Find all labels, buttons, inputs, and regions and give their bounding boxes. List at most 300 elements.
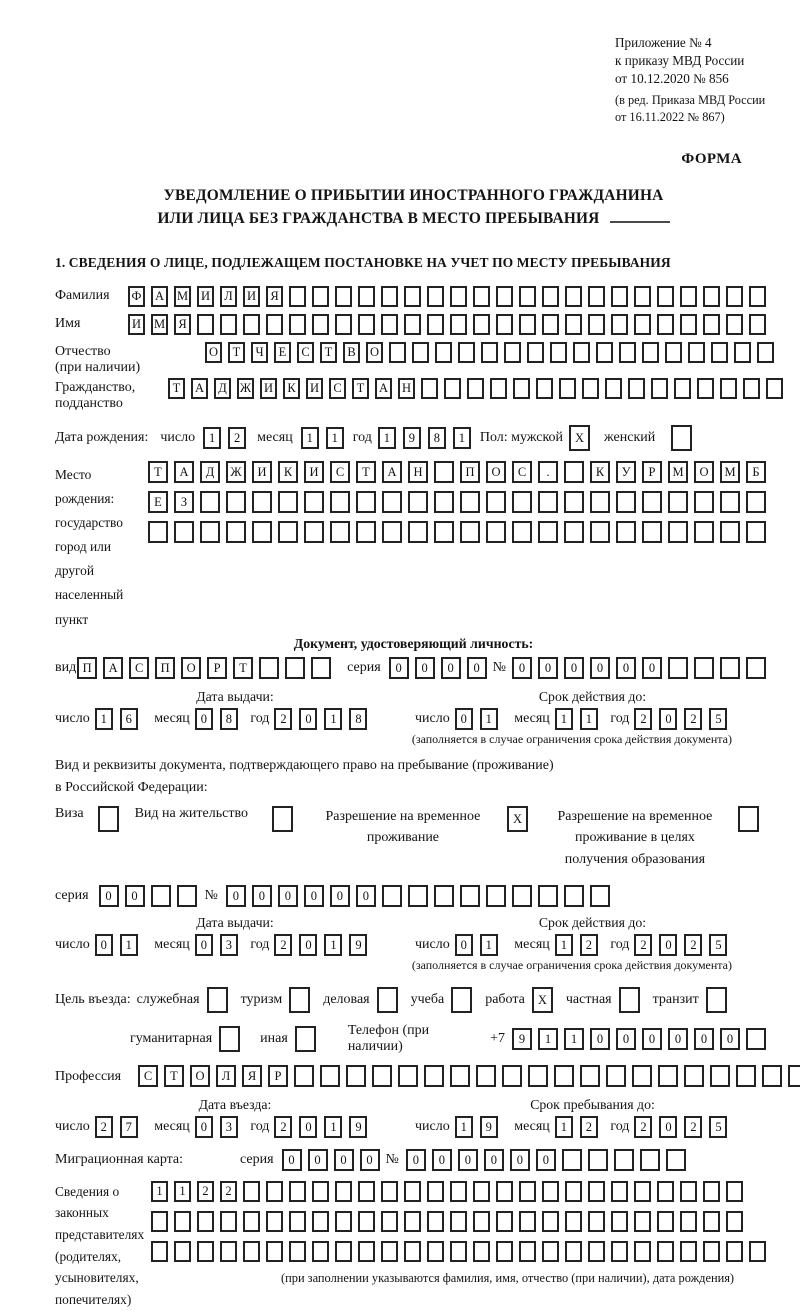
- char-box[interactable]: [200, 491, 220, 513]
- char-box[interactable]: 5: [709, 934, 727, 956]
- char-box[interactable]: [634, 286, 651, 307]
- char-box[interactable]: 0: [278, 885, 298, 907]
- char-box[interactable]: 5: [709, 708, 727, 730]
- char-box[interactable]: 5: [709, 1116, 727, 1138]
- char-box[interactable]: 0: [455, 708, 473, 730]
- char-box[interactable]: [151, 885, 171, 907]
- char-box[interactable]: 0: [668, 1028, 688, 1050]
- char-box[interactable]: [243, 1211, 260, 1232]
- char-box[interactable]: 1: [324, 708, 342, 730]
- char-box[interactable]: А: [375, 378, 392, 399]
- char-box[interactable]: 0: [330, 885, 350, 907]
- char-box[interactable]: [404, 1211, 421, 1232]
- char-box[interactable]: [434, 885, 454, 907]
- char-box[interactable]: [304, 521, 324, 543]
- char-box[interactable]: [634, 314, 651, 335]
- char-box[interactable]: [634, 1211, 651, 1232]
- char-box[interactable]: [519, 1211, 536, 1232]
- char-box[interactable]: [473, 1241, 490, 1262]
- char-box[interactable]: [588, 286, 605, 307]
- char-box[interactable]: [335, 314, 352, 335]
- char-box[interactable]: [766, 378, 783, 399]
- char-box[interactable]: О: [366, 342, 383, 363]
- char-box[interactable]: [550, 342, 567, 363]
- char-box[interactable]: [408, 885, 428, 907]
- char-box[interactable]: 1: [174, 1181, 191, 1202]
- char-box[interactable]: [542, 1211, 559, 1232]
- char-box[interactable]: Ж: [237, 378, 254, 399]
- char-box[interactable]: Д: [200, 461, 220, 483]
- char-box[interactable]: 0: [406, 1149, 426, 1171]
- char-box[interactable]: [289, 314, 306, 335]
- char-box[interactable]: 2: [580, 1116, 598, 1138]
- char-box[interactable]: [606, 1065, 626, 1087]
- char-box[interactable]: [720, 657, 740, 679]
- char-box[interactable]: [538, 521, 558, 543]
- char-box[interactable]: [680, 1181, 697, 1202]
- char-box[interactable]: [588, 1211, 605, 1232]
- char-box[interactable]: [559, 378, 576, 399]
- char-box[interactable]: 2: [634, 934, 652, 956]
- char-box[interactable]: 0: [590, 1028, 610, 1050]
- char-box[interactable]: [356, 521, 376, 543]
- char-box[interactable]: Т: [356, 461, 376, 483]
- char-box[interactable]: [259, 657, 279, 679]
- char-box[interactable]: [657, 1181, 674, 1202]
- char-box[interactable]: [706, 987, 727, 1013]
- char-box[interactable]: 9: [349, 1116, 367, 1138]
- char-box[interactable]: [680, 314, 697, 335]
- char-box[interactable]: О: [694, 461, 714, 483]
- char-box[interactable]: 9: [480, 1116, 498, 1138]
- char-box[interactable]: 0: [195, 708, 213, 730]
- char-box[interactable]: [640, 1149, 660, 1171]
- char-box[interactable]: [642, 491, 662, 513]
- char-box[interactable]: 1: [95, 708, 113, 730]
- char-box[interactable]: [749, 1241, 766, 1262]
- char-box[interactable]: Я: [242, 1065, 262, 1087]
- char-box[interactable]: [226, 491, 246, 513]
- char-box[interactable]: 0: [616, 1028, 636, 1050]
- char-box[interactable]: [450, 314, 467, 335]
- char-box[interactable]: 0: [432, 1149, 452, 1171]
- char-box[interactable]: 8: [349, 708, 367, 730]
- char-box[interactable]: 0: [226, 885, 246, 907]
- char-box[interactable]: [197, 1211, 214, 1232]
- char-box[interactable]: [404, 1241, 421, 1262]
- char-box[interactable]: [358, 286, 375, 307]
- char-box[interactable]: [486, 885, 506, 907]
- char-box[interactable]: [628, 378, 645, 399]
- char-box[interactable]: [536, 378, 553, 399]
- char-box[interactable]: [358, 1181, 375, 1202]
- char-box[interactable]: [565, 1241, 582, 1262]
- char-box[interactable]: [519, 1241, 536, 1262]
- char-box[interactable]: [542, 1181, 559, 1202]
- char-box[interactable]: [151, 1211, 168, 1232]
- char-box[interactable]: 1: [480, 934, 498, 956]
- char-box[interactable]: [451, 987, 472, 1013]
- char-box[interactable]: [513, 378, 530, 399]
- char-box[interactable]: М: [151, 314, 168, 335]
- char-box[interactable]: [346, 1065, 366, 1087]
- char-box[interactable]: [382, 491, 402, 513]
- char-box[interactable]: 2: [228, 427, 246, 449]
- char-box[interactable]: [527, 342, 544, 363]
- char-box[interactable]: 0: [458, 1149, 478, 1171]
- char-box[interactable]: [200, 521, 220, 543]
- char-box[interactable]: [434, 491, 454, 513]
- char-box[interactable]: 0: [616, 657, 636, 679]
- char-box[interactable]: Ч: [251, 342, 268, 363]
- char-box[interactable]: [703, 1211, 720, 1232]
- char-box[interactable]: [588, 1149, 608, 1171]
- char-box[interactable]: О: [190, 1065, 210, 1087]
- char-box[interactable]: [694, 657, 714, 679]
- char-box[interactable]: К: [283, 378, 300, 399]
- char-box[interactable]: [726, 1241, 743, 1262]
- char-box[interactable]: [424, 1065, 444, 1087]
- char-box[interactable]: [642, 521, 662, 543]
- char-box[interactable]: [512, 521, 532, 543]
- char-box[interactable]: [746, 1028, 766, 1050]
- char-box[interactable]: 2: [95, 1116, 113, 1138]
- char-box[interactable]: [435, 342, 452, 363]
- char-box[interactable]: 7: [120, 1116, 138, 1138]
- char-box[interactable]: [289, 1181, 306, 1202]
- char-box[interactable]: [266, 314, 283, 335]
- char-box[interactable]: [382, 521, 402, 543]
- char-box[interactable]: [473, 286, 490, 307]
- char-box[interactable]: [538, 885, 558, 907]
- char-box[interactable]: И: [197, 286, 214, 307]
- char-box[interactable]: Е: [148, 491, 168, 513]
- char-box[interactable]: [562, 1149, 582, 1171]
- char-box[interactable]: 0: [195, 934, 213, 956]
- char-box[interactable]: [312, 314, 329, 335]
- char-box[interactable]: [381, 1241, 398, 1262]
- char-box[interactable]: [311, 657, 331, 679]
- char-box[interactable]: [590, 491, 610, 513]
- char-box[interactable]: [220, 314, 237, 335]
- char-box[interactable]: [98, 806, 119, 832]
- char-box[interactable]: [330, 491, 350, 513]
- char-box[interactable]: [177, 885, 197, 907]
- char-box[interactable]: [726, 286, 743, 307]
- char-box[interactable]: 1: [555, 708, 573, 730]
- char-box[interactable]: [657, 1241, 674, 1262]
- char-box[interactable]: 2: [634, 1116, 652, 1138]
- char-box[interactable]: 0: [308, 1149, 328, 1171]
- char-box[interactable]: [278, 521, 298, 543]
- char-box[interactable]: [684, 1065, 704, 1087]
- char-box[interactable]: [564, 461, 584, 483]
- char-box[interactable]: 0: [356, 885, 376, 907]
- char-box[interactable]: 0: [389, 657, 409, 679]
- char-box[interactable]: [519, 1181, 536, 1202]
- char-box[interactable]: [619, 342, 636, 363]
- char-box[interactable]: [596, 342, 613, 363]
- char-box[interactable]: [335, 1241, 352, 1262]
- char-box[interactable]: [726, 1211, 743, 1232]
- char-box[interactable]: 0: [99, 885, 119, 907]
- char-box[interactable]: 0: [299, 1116, 317, 1138]
- char-box[interactable]: [289, 286, 306, 307]
- char-box[interactable]: 1: [455, 1116, 473, 1138]
- char-box[interactable]: 0: [510, 1149, 530, 1171]
- char-box[interactable]: [372, 1065, 392, 1087]
- char-box[interactable]: [590, 885, 610, 907]
- char-box[interactable]: [335, 286, 352, 307]
- char-box[interactable]: С: [129, 657, 149, 679]
- char-box[interactable]: [496, 1181, 513, 1202]
- char-box[interactable]: [289, 1241, 306, 1262]
- char-box[interactable]: Б: [746, 461, 766, 483]
- char-box[interactable]: [736, 1065, 756, 1087]
- char-box[interactable]: Ж: [226, 461, 246, 483]
- char-box[interactable]: [496, 1241, 513, 1262]
- char-box[interactable]: А: [191, 378, 208, 399]
- char-box[interactable]: [272, 806, 293, 832]
- char-box[interactable]: [278, 491, 298, 513]
- char-box[interactable]: [694, 521, 714, 543]
- char-box[interactable]: О: [205, 342, 222, 363]
- char-box[interactable]: [473, 1211, 490, 1232]
- char-box[interactable]: [312, 286, 329, 307]
- char-box[interactable]: [504, 342, 521, 363]
- char-box[interactable]: [295, 1026, 316, 1052]
- char-box[interactable]: 1: [324, 934, 342, 956]
- char-box[interactable]: [611, 1211, 628, 1232]
- char-box[interactable]: [605, 378, 622, 399]
- char-box[interactable]: [711, 342, 728, 363]
- char-box[interactable]: [619, 987, 640, 1013]
- char-box[interactable]: [657, 1211, 674, 1232]
- char-box[interactable]: [588, 314, 605, 335]
- char-box[interactable]: И: [260, 378, 277, 399]
- char-box[interactable]: [680, 286, 697, 307]
- char-box[interactable]: [389, 342, 406, 363]
- char-box[interactable]: [220, 1211, 237, 1232]
- char-box[interactable]: [665, 342, 682, 363]
- char-box[interactable]: [590, 521, 610, 543]
- char-box[interactable]: .: [538, 461, 558, 483]
- char-box[interactable]: [476, 1065, 496, 1087]
- char-box[interactable]: [657, 286, 674, 307]
- char-box[interactable]: 0: [455, 934, 473, 956]
- char-box[interactable]: Т: [148, 461, 168, 483]
- char-box[interactable]: 0: [659, 1116, 677, 1138]
- char-box[interactable]: [243, 1241, 260, 1262]
- char-box[interactable]: [554, 1065, 574, 1087]
- char-box[interactable]: [151, 1241, 168, 1262]
- char-box[interactable]: Т: [228, 342, 245, 363]
- char-box[interactable]: 0: [334, 1149, 354, 1171]
- char-box[interactable]: [542, 286, 559, 307]
- char-box[interactable]: [174, 521, 194, 543]
- char-box[interactable]: 2: [684, 1116, 702, 1138]
- char-box[interactable]: [588, 1181, 605, 1202]
- char-box[interactable]: [668, 521, 688, 543]
- char-box[interactable]: [266, 1241, 283, 1262]
- char-box[interactable]: [460, 491, 480, 513]
- char-box[interactable]: С: [512, 461, 532, 483]
- char-box[interactable]: 8: [220, 708, 238, 730]
- char-box[interactable]: [460, 521, 480, 543]
- char-box[interactable]: [668, 657, 688, 679]
- char-box[interactable]: [285, 657, 305, 679]
- char-box[interactable]: 2: [274, 1116, 292, 1138]
- char-box[interactable]: Н: [408, 461, 428, 483]
- char-box[interactable]: [697, 378, 714, 399]
- char-box[interactable]: 0: [125, 885, 145, 907]
- char-box[interactable]: [243, 314, 260, 335]
- char-box[interactable]: Ф: [128, 286, 145, 307]
- char-box[interactable]: Т: [352, 378, 369, 399]
- char-box[interactable]: [757, 342, 774, 363]
- char-box[interactable]: [496, 1211, 513, 1232]
- char-box[interactable]: [412, 342, 429, 363]
- char-box[interactable]: [381, 286, 398, 307]
- char-box[interactable]: Л: [220, 286, 237, 307]
- char-box[interactable]: Р: [268, 1065, 288, 1087]
- char-box[interactable]: [743, 378, 760, 399]
- char-box[interactable]: [657, 314, 674, 335]
- char-box[interactable]: [762, 1065, 782, 1087]
- char-box[interactable]: 2: [634, 708, 652, 730]
- char-box[interactable]: [616, 491, 636, 513]
- char-box[interactable]: [519, 314, 536, 335]
- char-box[interactable]: [294, 1065, 314, 1087]
- char-box[interactable]: К: [278, 461, 298, 483]
- char-box[interactable]: [720, 521, 740, 543]
- char-box[interactable]: [434, 521, 454, 543]
- char-box[interactable]: [458, 342, 475, 363]
- char-box[interactable]: 0: [659, 708, 677, 730]
- char-box[interactable]: 0: [536, 1149, 556, 1171]
- char-box[interactable]: С: [329, 378, 346, 399]
- char-box[interactable]: [481, 342, 498, 363]
- char-box[interactable]: У: [616, 461, 636, 483]
- char-box[interactable]: Я: [174, 314, 191, 335]
- char-box[interactable]: [734, 342, 751, 363]
- char-box[interactable]: [614, 1149, 634, 1171]
- char-box[interactable]: [404, 1181, 421, 1202]
- char-box[interactable]: [266, 1181, 283, 1202]
- char-box[interactable]: [749, 286, 766, 307]
- char-box[interactable]: [634, 1241, 651, 1262]
- char-box[interactable]: 0: [642, 657, 662, 679]
- char-box[interactable]: 3: [220, 934, 238, 956]
- char-box[interactable]: [703, 1241, 720, 1262]
- char-box[interactable]: [434, 461, 454, 483]
- char-box[interactable]: Д: [214, 378, 231, 399]
- char-box[interactable]: [197, 314, 214, 335]
- char-box[interactable]: М: [720, 461, 740, 483]
- char-box[interactable]: 0: [467, 657, 487, 679]
- char-box[interactable]: 1: [151, 1181, 168, 1202]
- char-box[interactable]: П: [155, 657, 175, 679]
- char-box[interactable]: [444, 378, 461, 399]
- char-box[interactable]: [538, 491, 558, 513]
- char-box[interactable]: [703, 1181, 720, 1202]
- char-box[interactable]: [382, 885, 402, 907]
- char-box[interactable]: В: [343, 342, 360, 363]
- char-box[interactable]: [616, 521, 636, 543]
- char-box[interactable]: Т: [320, 342, 337, 363]
- char-box[interactable]: [421, 378, 438, 399]
- char-box[interactable]: X: [569, 425, 590, 451]
- char-box[interactable]: 0: [415, 657, 435, 679]
- char-box[interactable]: 0: [95, 934, 113, 956]
- char-box[interactable]: [720, 378, 737, 399]
- char-box[interactable]: Р: [642, 461, 662, 483]
- char-box[interactable]: [674, 378, 691, 399]
- char-box[interactable]: [219, 1026, 240, 1052]
- char-box[interactable]: П: [460, 461, 480, 483]
- char-box[interactable]: [502, 1065, 522, 1087]
- char-box[interactable]: [312, 1241, 329, 1262]
- char-box[interactable]: [197, 1241, 214, 1262]
- char-box[interactable]: Е: [274, 342, 291, 363]
- char-box[interactable]: [573, 342, 590, 363]
- char-box[interactable]: [408, 491, 428, 513]
- char-box[interactable]: [486, 521, 506, 543]
- char-box[interactable]: [651, 378, 668, 399]
- char-box[interactable]: [565, 1181, 582, 1202]
- char-box[interactable]: [460, 885, 480, 907]
- char-box[interactable]: 2: [274, 708, 292, 730]
- char-box[interactable]: 0: [282, 1149, 302, 1171]
- char-box[interactable]: [580, 1065, 600, 1087]
- char-box[interactable]: Т: [164, 1065, 184, 1087]
- char-box[interactable]: [680, 1211, 697, 1232]
- char-box[interactable]: 0: [512, 657, 532, 679]
- char-box[interactable]: [611, 1241, 628, 1262]
- char-box[interactable]: 0: [720, 1028, 740, 1050]
- char-box[interactable]: [473, 1181, 490, 1202]
- char-box[interactable]: М: [174, 286, 191, 307]
- char-box[interactable]: [668, 491, 688, 513]
- char-box[interactable]: [720, 491, 740, 513]
- char-box[interactable]: А: [151, 286, 168, 307]
- char-box[interactable]: [746, 521, 766, 543]
- char-box[interactable]: [746, 491, 766, 513]
- char-box[interactable]: С: [138, 1065, 158, 1087]
- char-box[interactable]: [330, 521, 350, 543]
- char-box[interactable]: 2: [684, 934, 702, 956]
- char-box[interactable]: [335, 1211, 352, 1232]
- char-box[interactable]: 0: [538, 657, 558, 679]
- char-box[interactable]: [252, 521, 272, 543]
- char-box[interactable]: 1: [538, 1028, 558, 1050]
- char-box[interactable]: [565, 286, 582, 307]
- char-box[interactable]: [666, 1149, 686, 1171]
- char-box[interactable]: [266, 1211, 283, 1232]
- char-box[interactable]: [749, 314, 766, 335]
- char-box[interactable]: [738, 806, 759, 832]
- char-box[interactable]: 0: [252, 885, 272, 907]
- char-box[interactable]: 1: [580, 708, 598, 730]
- char-box[interactable]: 2: [220, 1181, 237, 1202]
- char-box[interactable]: [542, 1241, 559, 1262]
- char-box[interactable]: [427, 1181, 444, 1202]
- char-box[interactable]: 1: [480, 708, 498, 730]
- char-box[interactable]: [427, 1211, 444, 1232]
- char-box[interactable]: И: [243, 286, 260, 307]
- char-box[interactable]: [335, 1181, 352, 1202]
- char-box[interactable]: [496, 286, 513, 307]
